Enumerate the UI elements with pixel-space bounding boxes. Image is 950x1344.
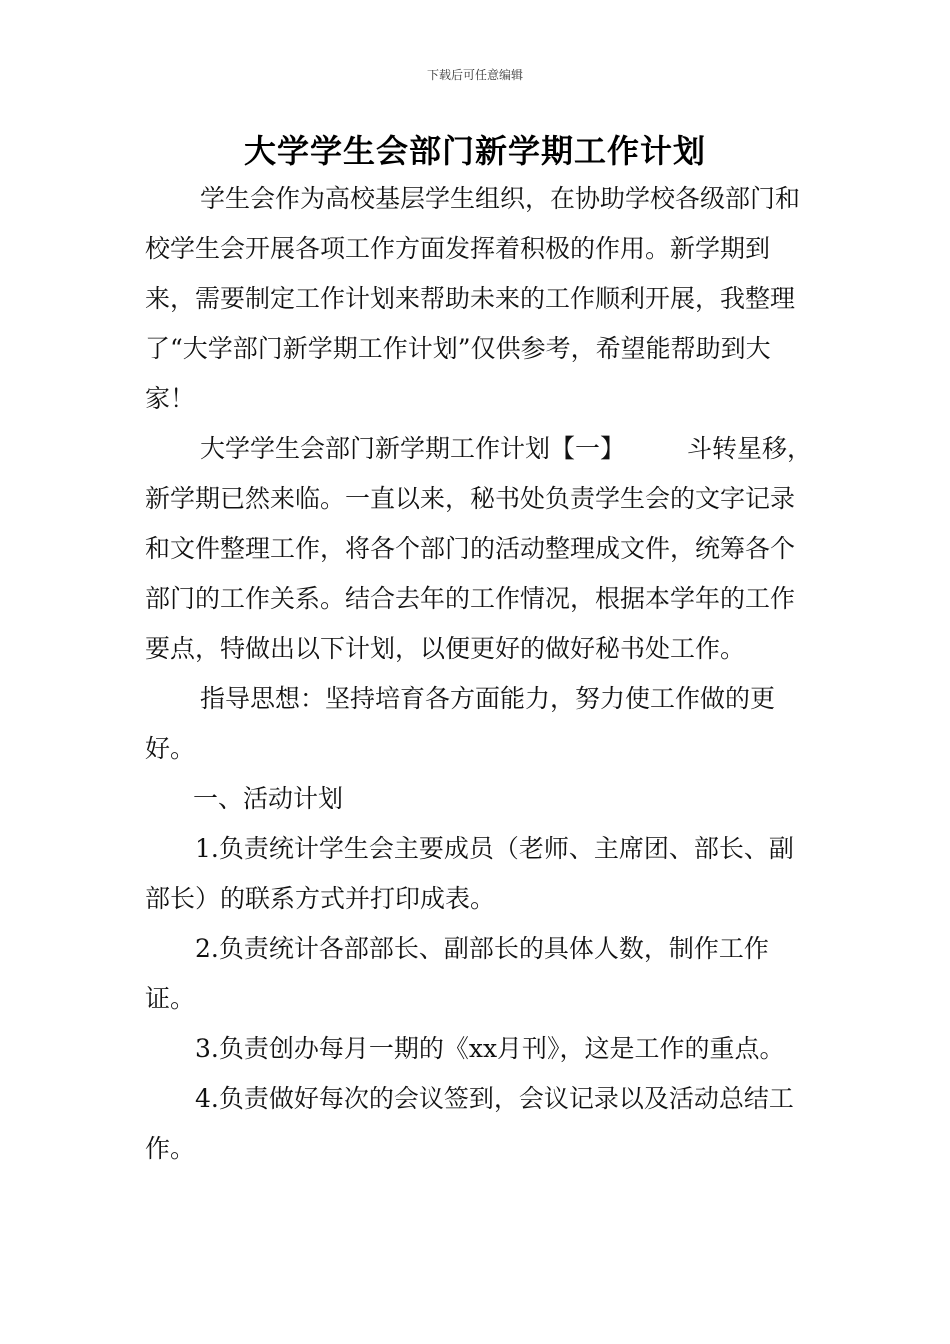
guiding-paragraph: 指导思想：坚持培育各方面能力，努力使工作做的更好。 bbox=[145, 684, 776, 763]
section-one-paragraph bbox=[145, 424, 813, 674]
intro-paragraph: 学生会作为高校基层学生组织，在协助学校各级部门和校学生会开展各项工作方面发挥着积极的作用。新学期到来，需要制定工作计划来帮助未来的工作顺利开展，我整理了“大学部门新学期工作计划”仅供参考，希望能帮助到大家！ bbox=[145, 184, 801, 413]
document-body bbox=[145, 174, 813, 1174]
list-item: 2.负责统计各部部长、副部长的具体人数，制作工作证。 bbox=[145, 934, 769, 1013]
header-note: 下载后可任意编辑 bbox=[426, 68, 523, 82]
list-item: 4.负责做好每次的会议签到，会议记录以及活动总结工作。 bbox=[145, 1084, 794, 1163]
section-one-label: 大学学生会部门新学期工作计划【一】 bbox=[200, 434, 626, 463]
activities-heading: 一、活动计划 bbox=[193, 784, 344, 813]
list-item: 3.负责创办每月一期的《xx月刊》，这是工作的重点。 bbox=[195, 1034, 785, 1063]
document-title: 大学学生会部门新学期工作计划 bbox=[243, 132, 706, 170]
section-one-text: 斗转星移，新学期已然来临。一直以来，秘书处负责学生会的文字记录和文件整理工作，将各个部门的活动整理成文件，统筹各个部门的工作关系。结合去年的工作情况，根据本学年的工作要点，特做出以下计划，以便更好的做好秘书处工作。 bbox=[145, 434, 813, 663]
list-item: 1.负责统计学生会主要成员（老师、主席团、部长、副部长）的联系方式并打印成表。 bbox=[145, 834, 794, 913]
